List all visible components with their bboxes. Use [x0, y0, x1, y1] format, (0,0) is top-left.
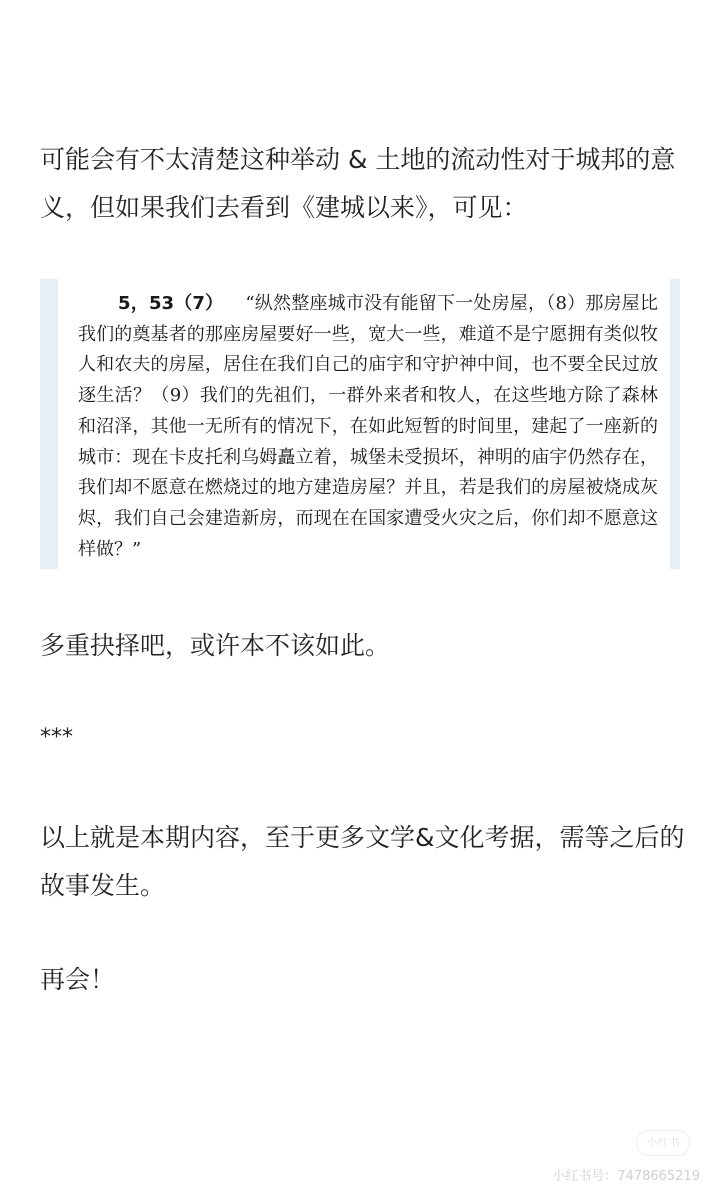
watermark-logo-icon: 小红书 [636, 1130, 690, 1156]
watermark-account-id: 小红书号：7478665219 [552, 1169, 700, 1184]
farewell-text: 再会！ [40, 965, 116, 994]
quote-reference: 5，53（7） [118, 293, 224, 314]
quote-image-block [40, 279, 680, 569]
closing-paragraph: 以上就是本期内容，至于更多文学&文化考据，需等之后的故事发生。 [40, 823, 685, 900]
reflection-paragraph: 多重抉择吧，或许本不该如此。 [40, 631, 391, 660]
intro-paragraph: 可能会有不太清楚这种举动 & 土地的流动性对于城邦的意义，但如果我们去看到《建城以来》，可见： [40, 145, 676, 222]
quote-passage [78, 289, 658, 565]
quote-body: “纵然整座城市没有能留下一处房屋，（8）那房屋比我们的奠基者的那座房屋要好一些，宽大一些，难道不是宁愿拥有类似牧人和农夫的房屋，居住在我们自己的庙宇和守护神中间，也不要全民过放逐生活？（9）我们的先祖们，一群外来者和牧人，在这些地方除了森林和沼泽，其他一无所有的情况下，在如此短暂的时间里，建起了一座新的城市：现在卡皮托利乌姆矗立着，城堡未受损坏，神明的庙宇仍然存在，我们却不愿意在燃烧过的地方建造房屋？并且，若是我们的房屋被烧成灰烬，我们自己会建造新房，而现在在国家遭受火灾之后，你们却不愿意这样做？” [78, 293, 658, 560]
section-divider: *** [40, 725, 73, 750]
